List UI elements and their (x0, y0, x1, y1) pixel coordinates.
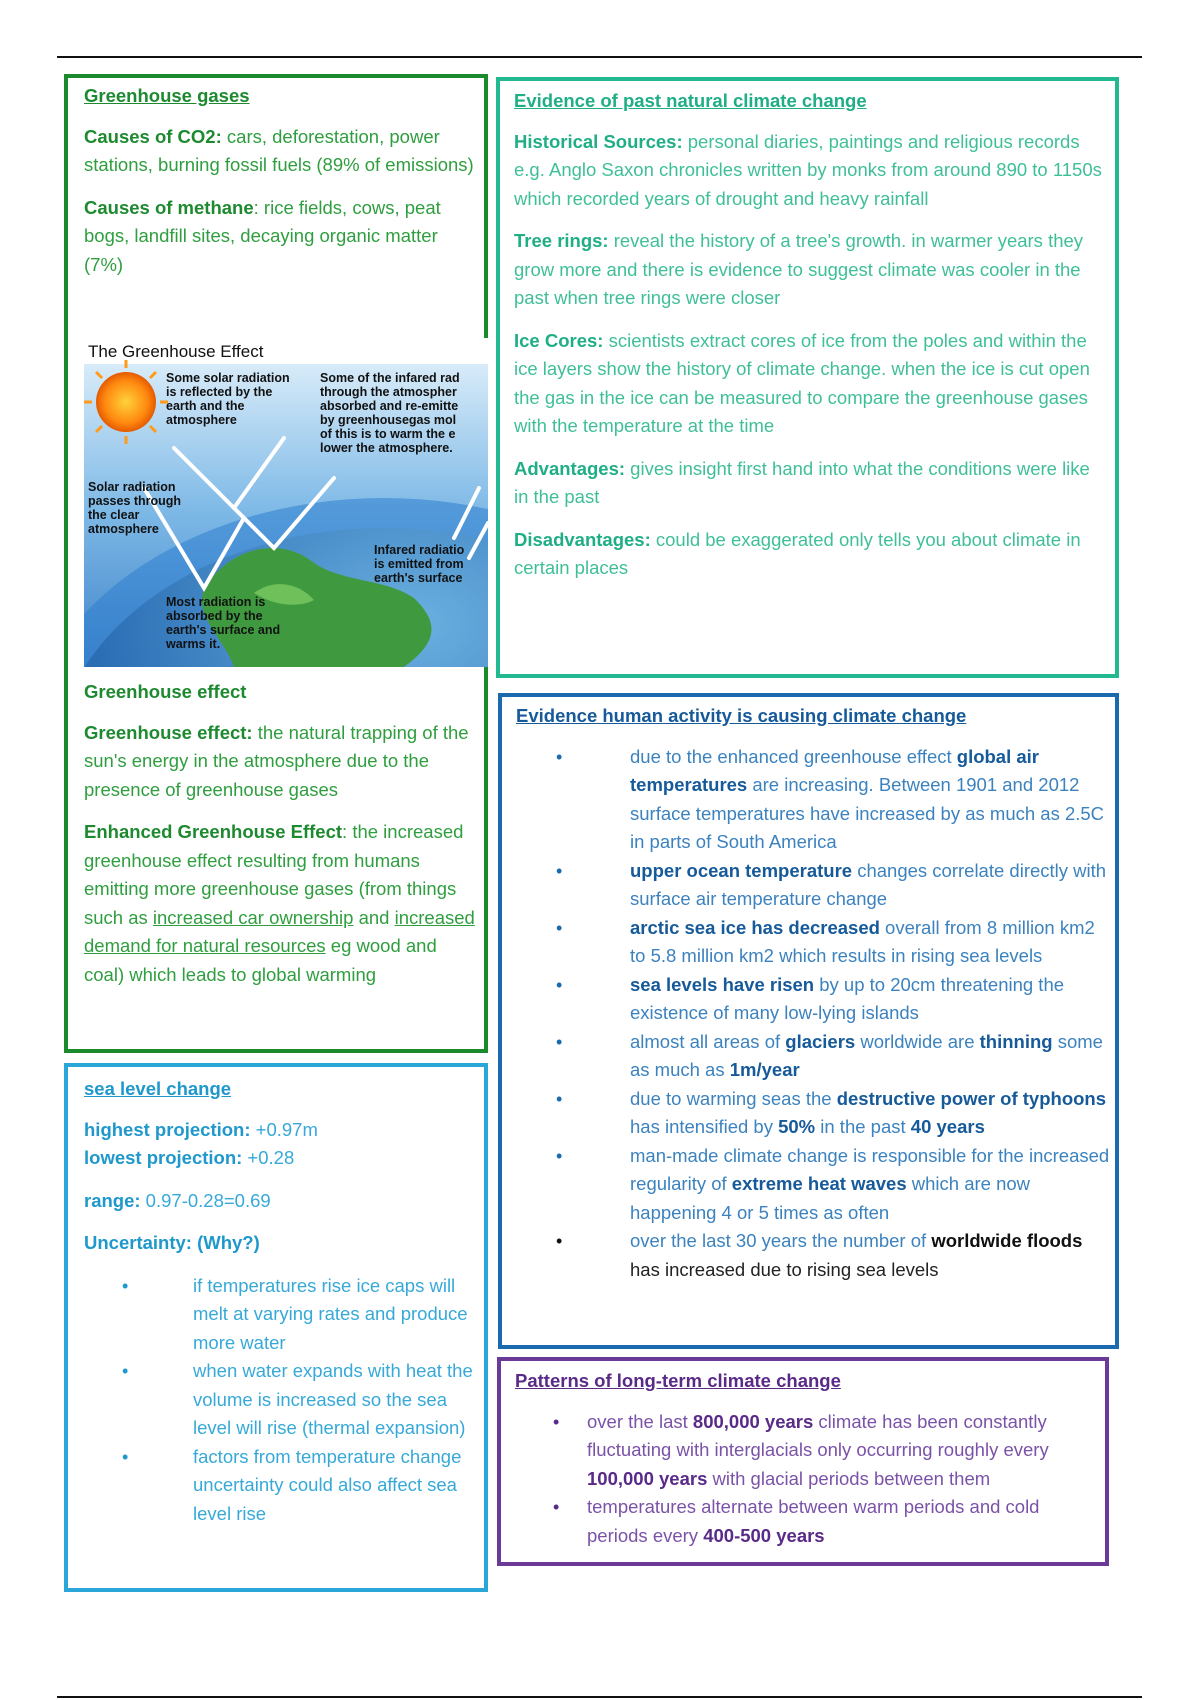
range-value: 0.97-0.28=0.69 (140, 1189, 271, 1211)
sun-icon (84, 360, 168, 444)
past-climate-evidence-box (496, 77, 1119, 678)
item-text: climate has been constantly fluctuating with interglacials only occurring roughly every (587, 1410, 1049, 1460)
bullet-icon: • (122, 1275, 129, 1296)
list-item (516, 1028, 1111, 1085)
item-text: overall from 8 million km2 to 5.8 million km2 which results in rising sea levels (630, 916, 1095, 966)
greenhouse-effect-text: the natural trapping of the sun's energy in the atmosphere due to the presence of greenhouse gases (84, 721, 469, 800)
bullet-icon: • (556, 1031, 563, 1052)
greenhouse-gases-heading: Greenhouse gases (84, 85, 250, 106)
list-item (516, 1142, 1111, 1228)
item-bold: 100,000 years (587, 1467, 708, 1489)
item-text: due to the enhanced greenhouse effect (630, 745, 957, 767)
reflected-label-2: is reflected by the (166, 385, 273, 399)
item-bold: 50% (778, 1116, 816, 1137)
item-text: has intensified by (630, 1116, 779, 1137)
co2-label: Causes of CO2: (84, 125, 222, 147)
reflected-label-3: earth and the (166, 399, 245, 413)
highest-projection-label: highest projection: (84, 1118, 251, 1140)
bullet-icon: • (556, 860, 563, 881)
top-rule (57, 56, 1142, 58)
infrared-label-6: lower the atmosphere. (320, 441, 453, 455)
item-bold: extreme heat waves (731, 1173, 907, 1194)
enhanced-text-1: : the increased greenhouse effect resulting from humans emitting more greenhouse gases (from things such as (84, 821, 464, 928)
item-text: by up to 20cm threatening the existence of many low-lying islands (630, 973, 1065, 1023)
co2-text: cars, deforestation, power stations, burning fossil fuels (89% of emissions) (84, 125, 474, 175)
bottom-rule (57, 1696, 1142, 1698)
historical-text: personal diaries, paintings and religious records e.g. Anglo Saxon chronicles written by monks from around 890 to 1150s which recorded years of drought and heavy rainfall (514, 130, 1102, 209)
uncertainty-label: Uncertainty: (Why?) (84, 1232, 260, 1253)
list-item (515, 1493, 1100, 1550)
item-bold: 400-500 years (703, 1524, 825, 1546)
bullet-icon: • (556, 1231, 563, 1251)
item-text: with glacial periods between them (707, 1467, 991, 1489)
item-text: over the last 30 years the number of (630, 1230, 932, 1251)
list-item (516, 1085, 1111, 1142)
bullet-icon: • (122, 1361, 129, 1381)
methane-causes (84, 194, 479, 280)
item-bold: sea levels have risen (630, 973, 815, 995)
enhanced-effect-label: Enhanced Greenhouse Effect (84, 821, 343, 842)
infrared-label-1: Some of the infared rad (320, 371, 460, 385)
item-text: some as much as (630, 1030, 1103, 1080)
lowest-projection-label: lowest projection: (84, 1147, 243, 1168)
patterns-heading: Patterns of long-term climate change (515, 1370, 841, 1391)
projections (84, 1116, 479, 1173)
item-bold: 40 years (910, 1116, 985, 1137)
item-text: over the last (587, 1410, 693, 1432)
list-item (515, 1408, 1100, 1494)
range-label: range: (84, 1189, 141, 1211)
long-term-patterns-box (497, 1357, 1109, 1566)
item-text: are increasing. Between 1901 and 2012 surface temperatures have increased by as much as 2.5C in parts of South America (630, 774, 1105, 852)
infrared-label-2: through the atmospher (320, 385, 457, 399)
item-bold: glaciers (785, 1030, 856, 1052)
bullet-icon: • (556, 746, 563, 767)
greenhouse-effect-diagram (84, 338, 488, 667)
ice-cores-text: scientists extract cores of ice from the poles and within the ice layers show the history of climate change. when the ice is cut open the gas in the ice can be measured to compare the greenhouse gases with the temperature at the time (514, 329, 1090, 436)
enhanced-effect-definition (84, 818, 479, 989)
sea-level-heading: sea level change (84, 1078, 232, 1099)
tree-rings-text: reveal the history of a tree's growth. in warmer years they grow more and there is evidence to suggest climate was cooler in the past when tree rings were closer (514, 230, 1084, 308)
reflected-label-4: atmosphere (166, 413, 237, 427)
list-item (516, 1227, 1111, 1284)
infrared-label-4: by greenhousegas mol (320, 413, 457, 427)
advantages-label: Advantages: (514, 457, 626, 479)
disadvantages-label: Disadvantages: (514, 528, 651, 550)
passes-label-2: passes through (88, 494, 182, 508)
enhanced-link-natural-resources: increased demand for natural resources (84, 906, 475, 956)
ice-cores (514, 327, 1104, 441)
item-text: almost all areas of (630, 1030, 786, 1052)
bullet-icon: • (556, 974, 563, 995)
historical-label: Historical Sources: (514, 130, 683, 152)
item-text: changes correlate directly with surface air temperature change (630, 859, 1107, 909)
item-bold: global air temperatures (630, 745, 1040, 795)
patterns-list (515, 1408, 1100, 1551)
sea-level-change-box (64, 1063, 488, 1592)
greenhouse-diagram-svg (84, 338, 488, 667)
co2-causes (84, 123, 479, 180)
item-text: which are now happening 4 or 5 times as often (630, 1173, 1031, 1223)
passes-label-1: Solar radiation (88, 480, 176, 494)
disadvantages (514, 526, 1104, 583)
item-text: factors from temperature change uncertainty could also affect sea level rise (193, 1445, 462, 1524)
bullet-icon: • (553, 1497, 560, 1517)
item-bold: thinning (979, 1030, 1053, 1052)
list-item (84, 1272, 479, 1358)
range (84, 1187, 479, 1216)
item-text: has increased due to rising sea levels (630, 1258, 939, 1280)
bullet-icon: • (556, 917, 563, 938)
bullet-icon: • (553, 1411, 560, 1432)
passes-label-3: the clear (88, 508, 140, 522)
item-bold: 800,000 years (692, 1410, 814, 1432)
list-item (84, 1443, 479, 1529)
list-item (84, 1357, 479, 1443)
methane-text: : rice fields, cows, peat bogs, landfill sites, decaying organic matter (7%) (84, 196, 441, 275)
list-item (516, 971, 1111, 1028)
item-bold: worldwide floods (931, 1230, 1083, 1251)
advantages-text: gives insight first hand into what the conditions were like in the past (514, 457, 1090, 507)
bullet-icon: • (556, 1145, 563, 1166)
emitted-label-1: Infared radiatio (374, 543, 465, 557)
greenhouse-effect-label: Greenhouse effect: (84, 721, 253, 743)
advantages (514, 455, 1104, 512)
methane-label: Causes of methane (84, 196, 254, 218)
passes-label-4: atmosphere (88, 522, 159, 536)
item-bold: arctic sea ice has decreased (630, 916, 880, 938)
reflected-label-1: Some solar radiation (166, 371, 290, 385)
highest-projection-value: +0.97m (250, 1118, 318, 1140)
item-text: man-made climate change is responsible for the increased regularity of (630, 1144, 1110, 1194)
item-text: temperatures alternate between warm periods and cold periods every (587, 1496, 1040, 1546)
list-item (516, 857, 1111, 914)
past-evidence-heading: Evidence of past natural climate change (514, 90, 867, 111)
greenhouse-gases-box (64, 74, 488, 1053)
item-text: when water expands with heat the volume is increased so the sea level will rise (thermal expansion) (193, 1360, 473, 1438)
historical-sources (514, 128, 1104, 214)
disadvantages-text: could be exaggerated only tells you about climate in certain places (514, 528, 1081, 578)
absorbed-label-1: Most radiation is (166, 595, 266, 609)
absorbed-label-3: earth's surface and (166, 623, 281, 637)
diagram-title: The Greenhouse Effect (88, 342, 264, 361)
human-activity-evidence-box (498, 693, 1119, 1349)
absorbed-label-2: absorbed by the (166, 609, 263, 623)
item-text: if temperatures rise ice caps will melt at varying rates and produce more water (193, 1274, 468, 1353)
bullet-icon: • (556, 1088, 563, 1109)
list-item (516, 743, 1111, 857)
lowest-projection-value: +0.28 (242, 1147, 295, 1168)
human-evidence-heading: Evidence human activity is causing climate change (516, 705, 967, 726)
tree-rings (514, 227, 1104, 313)
list-item (516, 914, 1111, 971)
enhanced-link-car-ownership: increased car ownership (152, 906, 354, 928)
item-bold: destructive power of typhoons (836, 1087, 1107, 1109)
greenhouse-effect-definition (84, 719, 479, 805)
item-text: worldwide are (855, 1030, 980, 1052)
uncertainty-list (84, 1272, 479, 1529)
human-evidence-list (516, 743, 1111, 1285)
item-text: due to warming seas the (630, 1087, 837, 1109)
ice-cores-label: Ice Cores: (514, 329, 604, 351)
emitted-label-2: is emitted from (374, 557, 464, 571)
bullet-icon: • (122, 1446, 129, 1467)
infrared-label-3: absorbed and re-emitte (320, 399, 459, 413)
item-bold: 1m/year (729, 1059, 800, 1080)
infrared-label-5: of this is to warm the e (320, 427, 456, 441)
uncertainty (84, 1229, 479, 1258)
enhanced-text-3: eg wood and coal) which leads to global warming (84, 935, 437, 985)
absorbed-label-4: warms it. (166, 637, 221, 651)
enhanced-text-2: and (353, 906, 395, 928)
tree-rings-label: Tree rings: (514, 230, 609, 251)
emitted-label-3: earth's surface (374, 571, 463, 585)
item-bold: upper ocean temperature (630, 859, 853, 881)
greenhouse-effect-heading: Greenhouse effect (84, 681, 247, 702)
item-text: in the past (815, 1116, 911, 1137)
